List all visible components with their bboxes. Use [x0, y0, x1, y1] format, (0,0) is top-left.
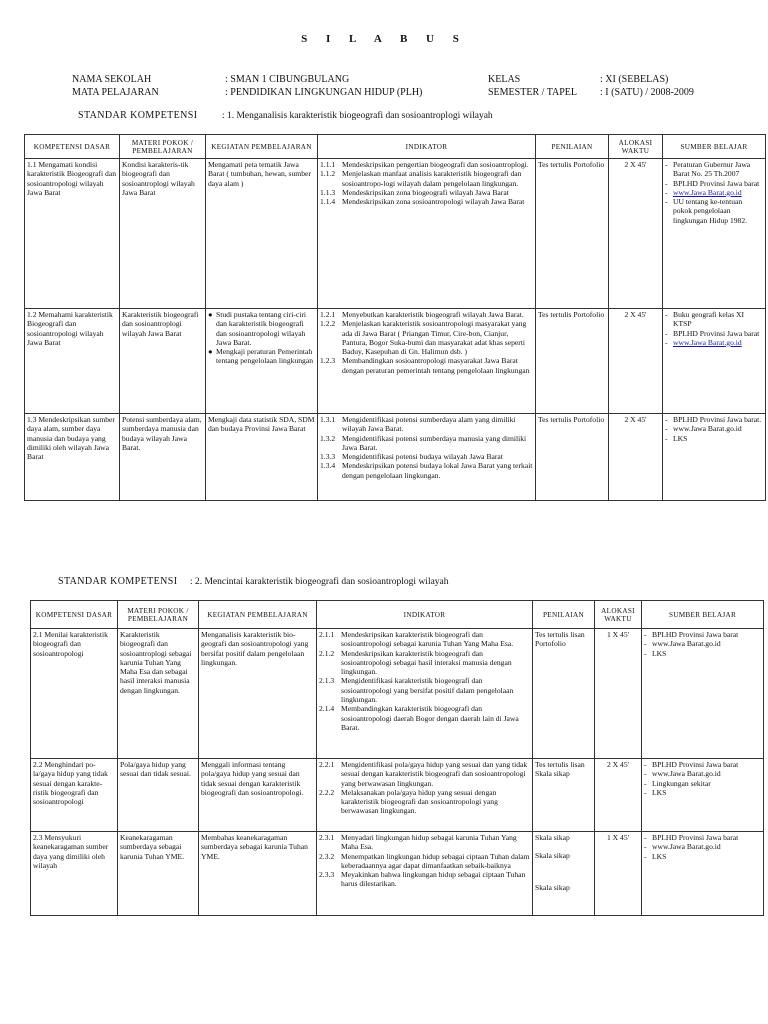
dash-icon: - — [665, 178, 668, 188]
indikator-text: Mendeskripsikan zona biogeografi wilayah Jawa Barat — [342, 187, 509, 197]
sumber-cell — [663, 414, 766, 501]
kegiatan-item: Mengamati peta tematik Jawa Barat ( tumbuhan, hewan, sumber daya alam ) — [208, 160, 311, 188]
sumber-item — [644, 842, 761, 851]
kd-cell: 1.3 Mendeskripsikan sumber daya alam, sumber daya manusia dan budaya yang dimiliki oleh wilayah Jawa Barat — [25, 414, 120, 501]
sumber-text: BPLHD Provinsi Jawa barat — [673, 178, 760, 188]
penilaian-cell — [536, 309, 609, 414]
penilaian-text: Tes tertulis lisan Portofolio — [535, 630, 585, 649]
sumber-item — [665, 160, 763, 179]
indikator-text: Mengidentifikasi karakteristik biogeografi dan sosioantropologi yang bersifat positif dalam pengelolaan lingkungan. — [341, 676, 514, 705]
col-indikator: INDIKATOR — [318, 135, 536, 159]
kegiatan-cell — [199, 759, 317, 832]
indikator-cell — [318, 159, 536, 309]
alokasi-cell: 1 X 45' — [595, 832, 642, 916]
materi-cell: Potensi sumberdaya alam, sumberdaya manusia dan budaya wilayah Jawa Barat. — [120, 414, 206, 501]
col-kd: KOMPETENSI DASAR — [31, 601, 118, 629]
table-row — [31, 832, 764, 916]
class-value: : XI (SEBELAS) — [600, 74, 669, 85]
sumber-item — [644, 769, 761, 778]
alokasi-cell: 1 X 45' — [595, 629, 642, 759]
materi-cell: Pola/gaya hidup yang sesuai dan tidak sesuai. — [118, 759, 199, 832]
sumber-item — [644, 779, 761, 788]
sumber-text: Peraturan Gubernur Jawa Barat No. 25 Th.2007 — [673, 160, 751, 179]
indikator-cell — [318, 414, 536, 501]
indikator-item — [320, 434, 533, 453]
penilaian-cell — [533, 629, 595, 759]
sumber-cell — [663, 309, 766, 414]
class-label: KELAS — [488, 74, 521, 85]
indikator-text: Mengidentifikasi potensi budaya wilayah Jawa Barat — [342, 452, 503, 462]
indikator-number: 1.2.3 — [320, 356, 336, 366]
penilaian-text: Tes tertulis Portofolio — [538, 160, 605, 169]
sumber-item — [665, 415, 763, 424]
indikator-number: 2.3.2 — [319, 851, 335, 861]
dash-icon: - — [644, 630, 647, 639]
school-label: NAMA SEKOLAH — [72, 74, 152, 85]
sumber-text: BPLHD Provinsi Jawa barat. — [673, 415, 762, 424]
penilaian-cell — [536, 159, 609, 309]
indikator-text: Mendeskripsikan pengertian biogeografi dan sosioantroplogi. — [342, 160, 529, 169]
indikator-item — [320, 452, 533, 461]
col-sumber: SUMBER BELAJAR — [663, 135, 766, 159]
bullet-icon: ● — [208, 310, 213, 319]
sumber-item — [665, 188, 763, 197]
indikator-text: Mengidentifikasi pola/gaya hidup yang sesuai dan yang tidak sesuai dengan karakteristik biogeografi dan sosioantropologi yang berwawasan lingkungan. — [341, 760, 528, 788]
sumber-text: BPLHD Provinsi Jawa barat — [673, 328, 760, 338]
indikator-text: Melaksanakan pola/gaya hidup yang sesuai dengan karakteristik biogeografi dan sosioantropologi yang berwawasan lingkungan. — [341, 787, 498, 816]
indikator-text: Menyebutkan karakteristik biogeografi wilayah Jawa Barat. — [342, 310, 524, 319]
indikator-text: Membandingkan karakteristik biogeografi dan sosioantropologi daerah Bogor dengan daerah lain di Jawa Barat. — [341, 704, 519, 732]
indikator-text: Mengidentifikasi potensi sumberdaya alam yang dimiliki wilayah Jawa Barat. — [342, 415, 516, 434]
kd-cell: 1.2 Memahami karakteristik Biogeografi dan sosioantropologi wilayah Jawa Barat — [25, 309, 120, 414]
dash-icon: - — [665, 160, 668, 169]
penilaian-cell — [536, 414, 609, 501]
indikator-cell — [317, 629, 533, 759]
penilaian-cell — [533, 832, 595, 916]
kegiatan-cell — [206, 159, 318, 309]
penilaian-text: Tes tertulis lisan Skala sikap — [535, 760, 585, 779]
penilaian-text: Tes tertulis Portofolio — [538, 310, 605, 319]
indikator-item — [319, 704, 530, 732]
indikator-item — [319, 676, 530, 704]
syllabus-table-1 — [24, 134, 766, 501]
kegiatan-item: Menggali informasi tentang pola/gaya hidup yang sesuai dan tidak sesuai dengan karakteristik biogeografi dan sosioantropologi. — [201, 760, 304, 797]
sumber-item — [644, 760, 761, 769]
dash-icon: - — [665, 197, 668, 207]
materi-cell: Keanekaragaman sumberdaya sebagai karunia Tuhan YME. — [118, 832, 199, 916]
sumber-text: www.Jawa Barat.go.id — [652, 639, 721, 649]
kegiatan-cell — [206, 309, 318, 414]
sumber-text: BPLHD Provinsi Jawa barat — [652, 630, 739, 639]
col-penilaian: PENILAIAN — [533, 601, 595, 629]
dash-icon: - — [665, 433, 668, 443]
indikator-text: Menyadari lingkungan hidup sebagai karunia Tuhan Yang Maha Esa. — [341, 833, 517, 852]
indikator-number: 1.1.1 — [320, 160, 336, 169]
alokasi-cell: 2 X 45' — [609, 309, 663, 414]
standar-kompetensi-2 — [58, 576, 449, 587]
subject-label: MATA PELAJARAN — [72, 87, 159, 98]
indikator-text: Mendeskripsikan potensi budaya lokal Jawa Barat yang terkait dengan pengelolaan lingkungan. — [342, 461, 533, 480]
sk1-label: STANDAR KOMPETENSI — [78, 110, 198, 121]
dash-icon: - — [644, 851, 647, 861]
indikator-number: 2.1.3 — [319, 676, 335, 686]
dash-icon: - — [644, 760, 647, 769]
indikator-cell — [317, 759, 533, 832]
indikator-item — [319, 630, 530, 649]
kd-cell: 2.1 Menilai karakteristik biogeografi dan sosioantropologi — [31, 629, 118, 759]
indikator-text: Menempatkan lingkungan hidup sebagai ciptaan Tuhan dalam keberadaannya agar dapat dimanfaatkan sebaik-baiknya — [341, 851, 530, 870]
penilaian-text: Skala sikap — [535, 833, 570, 842]
school-value: : SMAN 1 CIBUNGBULANG — [225, 74, 350, 85]
col-materi: MATERI POKOK / PEMBELAJARAN — [120, 135, 206, 159]
sumber-cell — [642, 759, 764, 832]
indikator-text: Menjelaskan karakteristik sosioantropologi masyarakat yang ada di Jawa Barat ( Priangan Timur, Cire-bon, Cianjur, Pantura, Bogor Suka-bumi dan masyarakat adat khas seperti Baduy, Kasepuhan di Gn. Halimun dsb. ) — [342, 319, 527, 357]
col-materi: MATERI POKOK / PEMBELAJARAN — [118, 601, 199, 629]
semester-label: SEMESTER / TAPEL — [488, 87, 578, 98]
sumber-link[interactable]: www.Jawa Barat.go.id — [673, 337, 742, 347]
indikator-number: 1.1.4 — [320, 197, 336, 207]
dash-icon: - — [644, 648, 647, 658]
dash-icon: - — [665, 415, 668, 424]
kegiatan-text: Mengkaji peraturan Pemerintah tentang pengelolaan lingkungan — [216, 347, 314, 366]
indikator-item — [320, 319, 533, 356]
alokasi-cell: 2 X 45' — [609, 159, 663, 309]
indikator-item — [320, 188, 533, 197]
indikator-text: Mendeskripsikan zona sosioantropologi wilayah Jawa Barat — [342, 197, 525, 207]
indikator-item — [320, 310, 533, 319]
kegiatan-text: Studi pustaka tentang ciri-ciri dan karakteristik biogeografi dan sosioantropologi wilayah Jawa Barat. — [216, 310, 307, 347]
sumber-text: Lingkungan sekitar — [652, 778, 711, 788]
penilaian-cell — [533, 759, 595, 832]
sumber-text: UU tentang ke-tentuan pokok pengelolaan lingkungan Hidup 1982. — [673, 197, 748, 225]
sumber-cell — [663, 159, 766, 309]
dash-icon: - — [665, 187, 668, 197]
indikator-number: 1.1.2 — [320, 169, 336, 179]
sumber-text: Buku geografi kelas XI KTSP — [673, 310, 745, 329]
sumber-item — [665, 179, 763, 188]
indikator-number: 2.1.4 — [319, 704, 335, 714]
indikator-text: Mendeskripsikan karakteristik biogeografi dan sosioantropologi sebagai karunia Tuhan Yang Maha Esa. — [341, 630, 514, 649]
col-alokasi: ALOKASI WAKTU — [595, 601, 642, 629]
page-title: S I L A B U S — [301, 33, 467, 45]
indikator-item — [319, 788, 530, 816]
sumber-text: LKS — [652, 648, 667, 658]
sumber-item — [665, 424, 763, 433]
sumber-text: LKS — [652, 851, 667, 861]
indikator-item — [320, 197, 533, 206]
kd-cell: 2.2 Menghindari po-la/gaya hidup yang tidak sesuai dengan karakte-ristik biogeografi dan sosioantropologi — [31, 759, 118, 832]
alokasi-cell: 2 X 45' — [595, 759, 642, 832]
subject-value: : PENDIDIKAN LINGKUNGAN HIDUP (PLH) — [225, 87, 423, 98]
table-row — [25, 309, 766, 414]
dash-icon: - — [644, 833, 647, 842]
sumber-item — [644, 630, 761, 639]
sumber-text: www.Jawa Barat.go.id — [652, 842, 721, 852]
indikator-number: 2.3.1 — [319, 833, 335, 842]
sumber-item — [644, 649, 761, 658]
sumber-text: www.Jawa Barat.go.id — [673, 424, 742, 434]
indikator-item — [320, 461, 533, 480]
indikator-item — [319, 852, 530, 871]
indikator-number: 1.1.3 — [320, 187, 336, 197]
col-indikator: INDIKATOR — [317, 601, 533, 629]
dash-icon: - — [665, 424, 668, 434]
bullet-icon: ● — [208, 347, 213, 357]
indikator-number: 2.1.1 — [319, 630, 335, 639]
indikator-text: Meyakinkan bahwa lingkungan hidup sebagai ciptaan Tuhan harus dilestarikan. — [341, 870, 526, 889]
sumber-item — [644, 833, 761, 842]
materi-cell: Kondisi karakteris-tik biogeografi dan sosioantroplogi wilayah Jawa Barat — [120, 159, 206, 309]
table-header — [31, 601, 764, 629]
sumber-item — [665, 197, 763, 225]
indikator-cell — [318, 309, 536, 414]
materi-cell: Karakteristik biogeografi dan sosioantroplogi wilayah Jawa Barat — [120, 309, 206, 414]
kegiatan-item: Menganalisis karakteristik bio-geografi dan sosioantropologi yang bersifat positif dalam pengelolaan lingkungan. — [201, 630, 309, 667]
indikator-number: 2.2.2 — [319, 787, 335, 797]
kegiatan-item — [208, 310, 315, 347]
sumber-item — [665, 338, 763, 347]
table-row — [25, 159, 766, 309]
indikator-number: 1.3.2 — [320, 433, 336, 443]
indikator-number: 1.2.1 — [320, 310, 336, 319]
kd-cell: 2.3 Mensyukuri keanekaragaman sumber daya yang dimiliki oleh wilayah — [31, 832, 118, 916]
col-penilaian: PENILAIAN — [536, 135, 609, 159]
penilaian-text: Skala sikap — [535, 851, 570, 861]
col-kd: KOMPETENSI DASAR — [25, 135, 120, 159]
sumber-item — [665, 310, 763, 329]
sumber-text: BPLHD Provinsi Jawa barat — [652, 760, 739, 769]
col-kegiatan: KEGIATAN PEMBELAJARAN — [199, 601, 317, 629]
kegiatan-cell — [206, 414, 318, 501]
indikator-text: Menjelaskan manfaat analisis karakteristik biogeografi dan sosioantropo-logi wilayah dalam pengelolaan lingkungan. — [342, 169, 522, 188]
kegiatan-item: Mengkaji data statistik SDA, SDM dan budaya Provinsi Jawa Barat — [208, 415, 315, 434]
dash-icon: - — [665, 310, 668, 319]
dash-icon: - — [665, 337, 668, 347]
table-row — [25, 414, 766, 501]
indikator-number: 2.2.1 — [319, 760, 335, 769]
indikator-text: Membandingkan sosioantropologi masyarakat Jawa Barat dengan peraturan pemerintah tentang pengelolaan lingkungan — [342, 356, 530, 375]
sumber-cell — [642, 629, 764, 759]
sumber-link[interactable]: www.Jawa Barat.go.id — [673, 187, 742, 197]
sk1-text: : 1. Menganalisis karakteristik biogeografi dan sosioantroplogi wilayah — [221, 111, 493, 121]
kd-cell: 1.1 Mengamati kondisi karakteristik Biogeografi dan sosioantropologi wilayah Jawa Barat — [25, 159, 120, 309]
standar-kompetensi-1 — [78, 110, 493, 121]
sumber-item — [644, 852, 761, 861]
indikator-item — [319, 760, 530, 788]
dash-icon: - — [665, 328, 668, 338]
indikator-item — [320, 160, 533, 169]
indikator-text: Mendeskripsikan karakteristik biogeografi dan sosioantropologi sebagai hasil interaksi manusia dengan lingkungan. — [341, 648, 512, 677]
indikator-item — [320, 356, 533, 375]
dash-icon: - — [644, 769, 647, 779]
table-header — [25, 135, 766, 159]
sumber-item — [665, 329, 763, 338]
sk2-text: : 2. Mencintai karakteristik biogeografi dan sosioantroplogi wilayah — [189, 577, 449, 587]
indikator-number: 1.3.3 — [320, 452, 336, 462]
kegiatan-item — [208, 347, 315, 366]
col-kegiatan: KEGIATAN PEMBELAJARAN — [206, 135, 318, 159]
indikator-number: 1.3.1 — [320, 415, 336, 424]
indikator-item — [320, 415, 533, 434]
kegiatan-item: Membahas keanekaragaman sumberdaya sebagai karunia Tuhan YME. — [201, 833, 308, 861]
sumber-text: LKS — [673, 433, 688, 443]
indikator-cell — [317, 832, 533, 916]
syllabus-table-2 — [30, 600, 764, 916]
dash-icon: - — [644, 639, 647, 649]
indikator-number: 2.3.3 — [319, 870, 335, 880]
indikator-item — [320, 169, 533, 188]
kegiatan-cell — [199, 832, 317, 916]
penilaian-text: Tes tertulis Portofolio — [538, 415, 605, 424]
indikator-text: Mengidentifikasi potensi sumberdaya manusia yang dimiliki Jawa Barat. — [342, 433, 527, 452]
indikator-number: 1.2.2 — [320, 319, 336, 329]
dash-icon: - — [644, 842, 647, 852]
indikator-item — [319, 649, 530, 677]
sk2-label: STANDAR KOMPETENSI — [58, 576, 178, 587]
semester-value: : I (SATU) / 2008-2009 — [600, 87, 694, 98]
alokasi-cell: 2 X 45' — [609, 414, 663, 501]
dash-icon: - — [644, 787, 647, 797]
sumber-text: www.Jawa Barat.go.id — [652, 769, 721, 779]
dash-icon: - — [644, 778, 647, 788]
sumber-item — [644, 639, 761, 648]
sumber-text: LKS — [652, 787, 667, 797]
sumber-cell — [642, 832, 764, 916]
materi-cell: Karakteristik biogeografi dan sosioantroplogi sebagai karunia Tuhan Yang Maha Esa dan sebagai hasil interaksi manusia dengan lingkungan. — [118, 629, 199, 759]
sumber-text: BPLHD Provinsi Jawa barat — [652, 833, 739, 842]
indikator-number: 1.3.4 — [320, 461, 336, 471]
table-row — [31, 629, 764, 759]
col-alokasi: ALOKASI WAKTU — [609, 135, 663, 159]
penilaian-text: Skala sikap — [535, 882, 570, 892]
table-row — [31, 759, 764, 832]
indikator-item — [319, 833, 530, 852]
sumber-item — [665, 434, 763, 443]
indikator-item — [319, 870, 530, 889]
indikator-number: 2.1.2 — [319, 648, 335, 658]
kegiatan-cell — [199, 629, 317, 759]
sumber-item — [644, 788, 761, 797]
col-sumber: SUMBER BELAJAR — [642, 601, 764, 629]
